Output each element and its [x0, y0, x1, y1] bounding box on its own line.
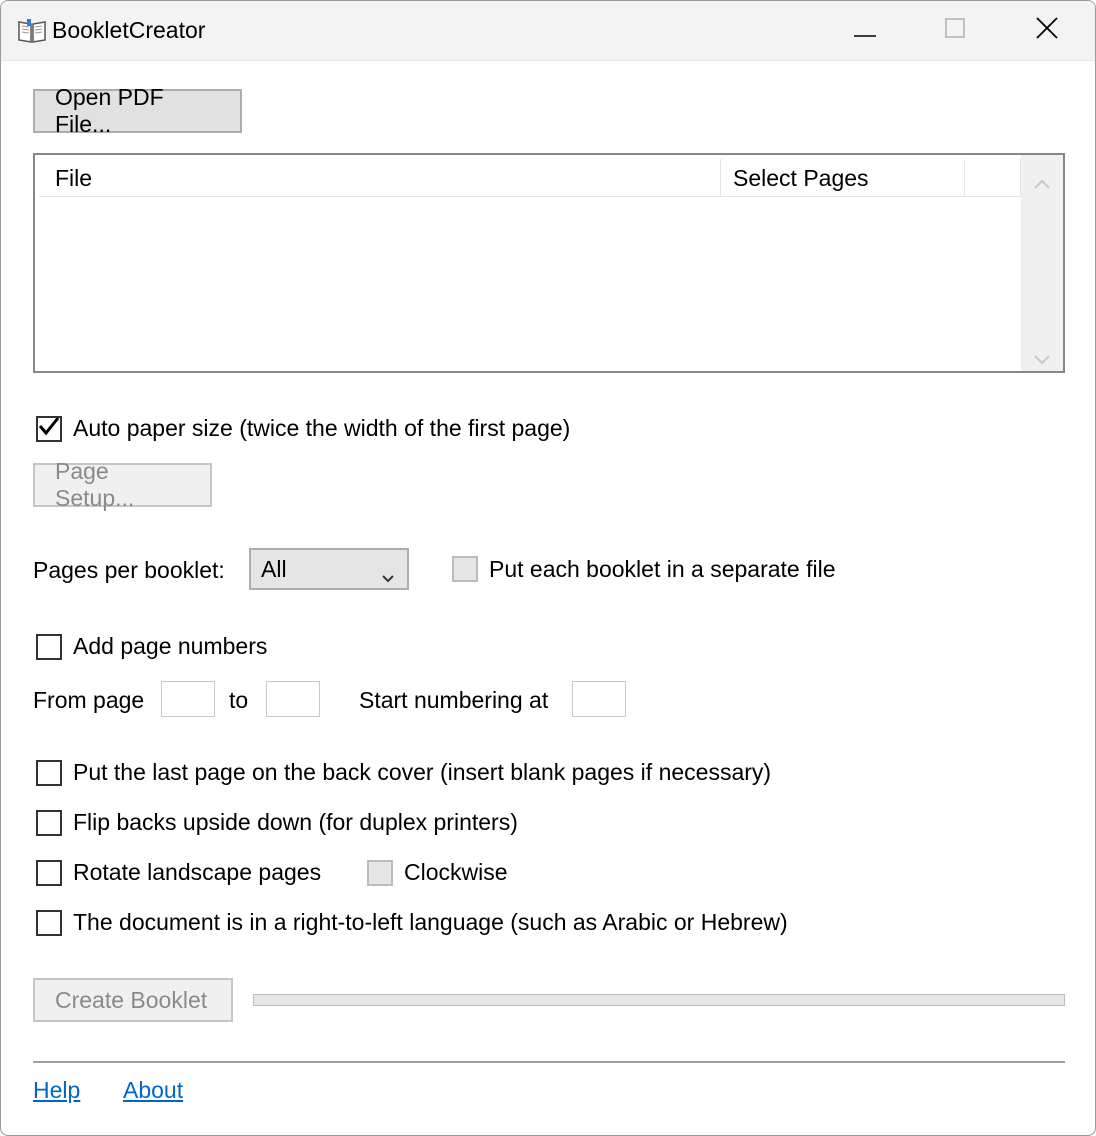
about-link[interactable]: About: [123, 1077, 184, 1103]
chevron-down-icon: [381, 563, 395, 573]
vertical-scrollbar[interactable]: [1021, 155, 1063, 371]
pages-per-booklet-select[interactable]: [249, 548, 409, 590]
file-list[interactable]: [33, 153, 1065, 373]
maximize-icon: [945, 17, 965, 45]
add-page-numbers-checkbox[interactable]: [36, 634, 62, 660]
column-header-select-pages[interactable]: Select Pages: [721, 159, 965, 197]
start-numbering-input[interactable]: [572, 681, 626, 717]
clockwise-checkbox[interactable]: [367, 860, 393, 886]
clockwise-label: Clockwise: [404, 859, 508, 885]
rotate-landscape-label: Rotate landscape pages: [73, 859, 322, 885]
from-page-label: From page: [33, 687, 145, 713]
checkmark-icon: [38, 415, 60, 443]
rotate-landscape-checkbox[interactable]: [36, 860, 62, 886]
to-page-input[interactable]: [266, 681, 320, 717]
column-header-file[interactable]: File: [39, 159, 721, 197]
footer-divider: [33, 1061, 1065, 1063]
separate-file-label: Put each booklet in a separate file: [489, 556, 836, 582]
scroll-up-icon[interactable]: [1033, 169, 1051, 181]
maximize-button[interactable]: [909, 1, 1001, 61]
column-header-empty[interactable]: [965, 159, 1021, 197]
close-button[interactable]: [1001, 1, 1093, 61]
start-numbering-label: Start numbering at: [359, 687, 549, 713]
pages-per-booklet-value: All: [261, 555, 287, 582]
minimize-button[interactable]: [819, 1, 911, 61]
to-page-label: to: [229, 687, 249, 713]
add-page-numbers-label: Add page numbers: [73, 633, 268, 659]
page-setup-button[interactable]: Page Setup...: [33, 463, 212, 507]
from-page-input[interactable]: [161, 681, 215, 717]
close-icon: [1036, 17, 1058, 46]
flip-backs-label: Flip backs upside down (for duplex printers): [73, 809, 518, 835]
progress-bar: [253, 994, 1065, 1006]
file-list-header: [39, 159, 1023, 197]
scroll-down-icon[interactable]: [1033, 345, 1051, 357]
title-bar[interactable]: [1, 1, 1095, 61]
window-title: BookletCreator: [52, 17, 206, 43]
auto-paper-size-checkbox[interactable]: [36, 416, 62, 442]
auto-paper-size-label: Auto paper size (twice the width of the first page): [73, 415, 571, 441]
last-page-back-cover-checkbox[interactable]: [36, 760, 62, 786]
create-booklet-button[interactable]: Create Booklet: [33, 978, 233, 1022]
help-link[interactable]: Help: [33, 1077, 81, 1103]
open-pdf-button[interactable]: Open PDF File...: [33, 89, 242, 133]
last-page-back-cover-label: Put the last page on the back cover (insert blank pages if necessary): [73, 759, 772, 785]
pages-per-booklet-label: Pages per booklet:: [33, 557, 225, 583]
separate-file-checkbox[interactable]: [452, 556, 478, 582]
right-to-left-label: The document is in a right-to-left language (such as Arabic or Hebrew): [73, 909, 788, 935]
open-book-icon: [17, 18, 47, 44]
flip-backs-checkbox[interactable]: [36, 810, 62, 836]
minimize-icon: [854, 17, 876, 45]
right-to-left-checkbox[interactable]: [36, 910, 62, 936]
